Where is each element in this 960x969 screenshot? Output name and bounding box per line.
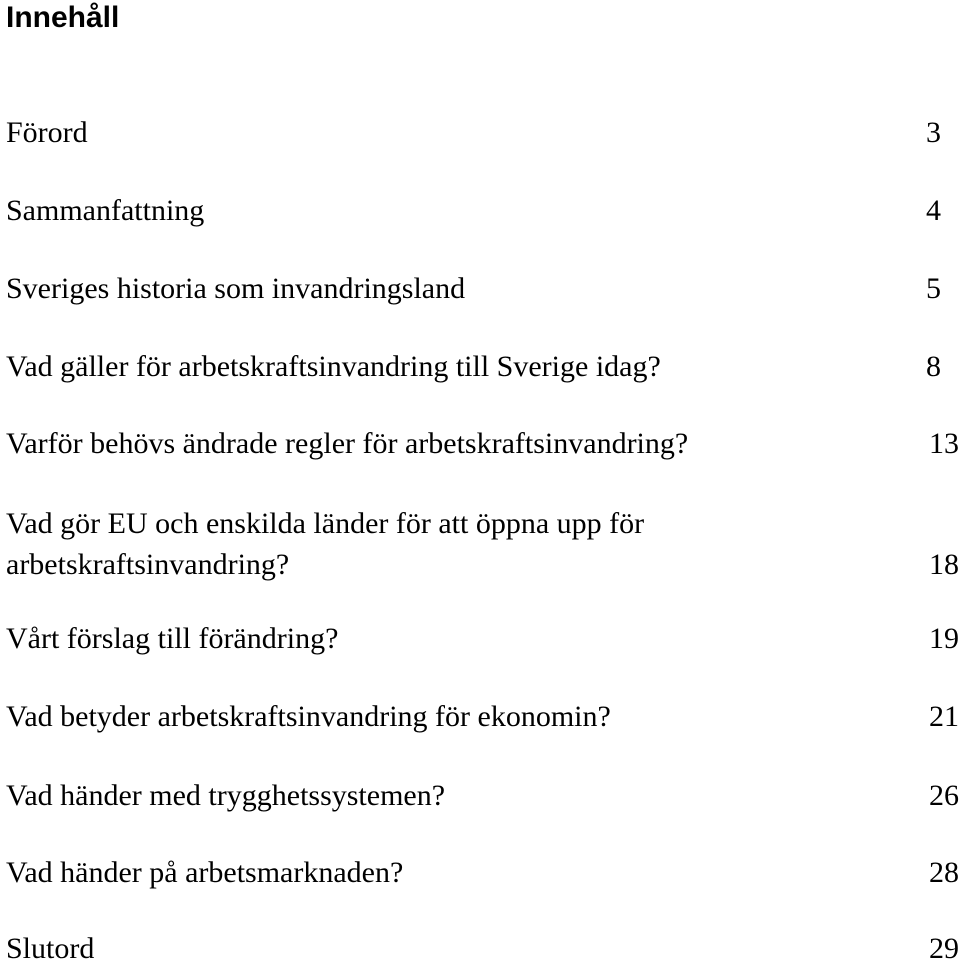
toc-entry-page-number: 4 (926, 194, 941, 227)
toc-entry-page-number: 13 (929, 427, 959, 460)
toc-entry-page-number: 21 (929, 700, 959, 733)
toc-entry-page-number: 28 (929, 856, 959, 889)
toc-entry-page-number: 18 (929, 548, 959, 581)
toc-entry-title: Vad gäller för arbetskraftsinvandring till Sverige idag? (6, 350, 661, 383)
toc-entry (6, 928, 959, 969)
toc-entry (6, 190, 941, 231)
toc-entry-title-line: arbetskraftsinvandring? (6, 548, 290, 581)
toc-entry-page-number: 5 (926, 272, 941, 305)
toc-entry-page-number: 19 (929, 622, 959, 655)
toc-entry (6, 423, 959, 464)
toc-entry (6, 696, 959, 737)
toc-entry-page-number: 26 (929, 779, 959, 812)
toc-entry-title: Vårt förslag till förändring? (6, 622, 339, 655)
toc-entry-title: Vad händer på arbetsmarknaden? (6, 856, 404, 889)
toc-entry-title-line: Vad gör EU och enskilda länder för att öppna upp för (6, 507, 645, 540)
toc-entry (6, 346, 941, 387)
toc-entry-title: Slutord (6, 932, 95, 965)
toc-entry-page-number: 29 (929, 932, 959, 965)
toc-entry-title: Sveriges historia som invandringsland (6, 272, 466, 305)
toc-entry (6, 268, 941, 309)
toc-entry-title: Vad händer med trygghetssystemen? (6, 779, 446, 812)
toc-entry (6, 775, 959, 816)
page-title: Innehåll (6, 1, 120, 34)
toc-entry-title: Förord (6, 116, 88, 149)
toc-entry (6, 503, 959, 585)
toc-entry-title: Vad betyder arbetskraftsinvandring för ekonomin? (6, 700, 611, 733)
toc-entry (6, 112, 941, 153)
toc-entry-title: Varför behövs ändrade regler för arbetskraftsinvandring? (6, 427, 689, 460)
toc-entry (6, 852, 959, 893)
toc-entry-page-number: 3 (926, 116, 941, 149)
toc-entry-page-number: 8 (926, 350, 941, 383)
toc-entry-title: Sammanfattning (6, 194, 205, 227)
toc-entry (6, 618, 959, 659)
